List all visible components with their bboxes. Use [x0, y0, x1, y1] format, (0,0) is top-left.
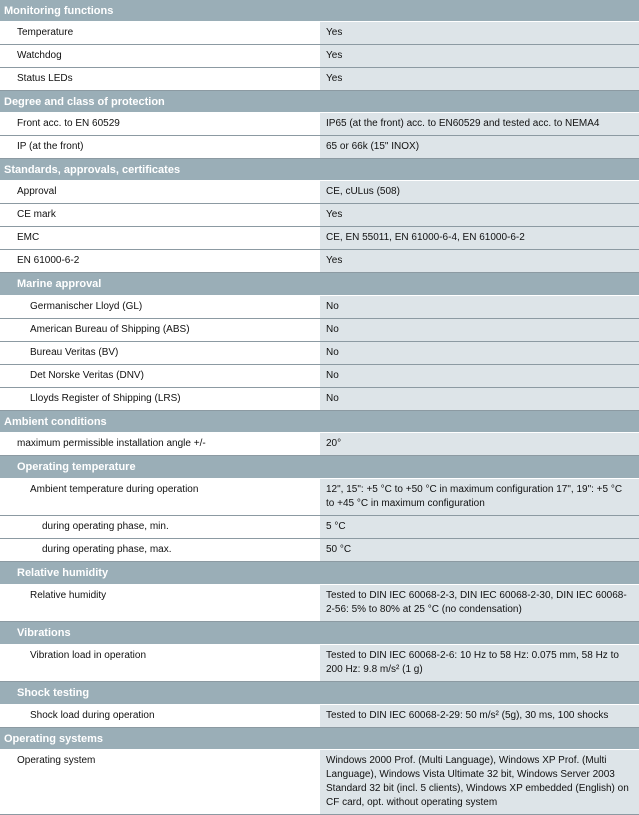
row-label: Operating system — [0, 750, 320, 814]
table-row — [0, 296, 639, 319]
table-row — [0, 388, 639, 411]
section-protection: Degree and class of protection — [0, 91, 639, 113]
table-row — [0, 365, 639, 388]
row-value: Windows 2000 Prof. (Multi Language), Windows XP Prof. (Multi Language), Windows Vista Ultimate 32 bit, Windows Server 2003 Standard 32 bit (incl. 5 clients), Windows XP embedded (English) on CF card, opt. without operating system — [320, 750, 639, 814]
row-value: IP65 (at the front) acc. to EN60529 and tested acc. to NEMA4 — [320, 113, 639, 135]
row-label: CE mark — [0, 204, 320, 226]
row-label: Germanischer Lloyd (GL) — [0, 296, 320, 318]
row-value: Tested to DIN IEC 60068-2-3, DIN IEC 60068-2-30, DIN IEC 60068-2-56: 5% to 80% at 25 °C (no condensation) — [320, 585, 639, 621]
row-value: Tested to DIN IEC 60068-2-6: 10 Hz to 58 Hz: 0.075 mm, 58 Hz to 200 Hz: 9.8 m/s² (1 g) — [320, 645, 639, 681]
table-row — [0, 204, 639, 227]
row-label: Status LEDs — [0, 68, 320, 90]
row-value: CE, EN 55011, EN 61000-6-4, EN 61000-6-2 — [320, 227, 639, 249]
table-row — [0, 319, 639, 342]
subsection-title: Shock testing — [17, 687, 90, 699]
section-standards: Standards, approvals, certificates — [0, 159, 639, 181]
row-value: No — [320, 296, 639, 318]
table-row — [0, 45, 639, 68]
table-row — [0, 181, 639, 204]
row-value: 50 °C — [320, 539, 639, 561]
table-row — [0, 68, 639, 91]
subsection-title: Relative humidity — [17, 567, 109, 579]
row-label: American Bureau of Shipping (ABS) — [0, 319, 320, 341]
row-value: No — [320, 365, 639, 387]
row-label: Temperature — [0, 22, 320, 44]
row-value: No — [320, 342, 639, 364]
subsection-shock-testing — [0, 682, 639, 705]
table-row — [0, 250, 639, 273]
table-row — [0, 342, 639, 365]
section-monitoring-functions: Monitoring functions — [0, 0, 639, 22]
row-value: 5 °C — [320, 516, 639, 538]
row-value: No — [320, 319, 639, 341]
row-label: Front acc. to EN 60529 — [0, 113, 320, 135]
subsection-vibrations — [0, 622, 639, 645]
row-label: during operating phase, min. — [0, 516, 320, 538]
table-row — [0, 433, 639, 456]
row-label: Shock load during operation — [0, 705, 320, 727]
table-row — [0, 113, 639, 136]
row-label: IP (at the front) — [0, 136, 320, 158]
subsection-operating-temperature — [0, 456, 639, 479]
table-row — [0, 645, 639, 682]
row-value: No — [320, 388, 639, 410]
row-label: Bureau Veritas (BV) — [0, 342, 320, 364]
row-value: 65 or 66k (15" INOX) — [320, 136, 639, 158]
section-ambient-conditions: Ambient conditions — [0, 411, 639, 433]
row-value: Yes — [320, 45, 639, 67]
table-row — [0, 516, 639, 539]
table-row — [0, 750, 639, 815]
row-label: Ambient temperature during operation — [0, 479, 320, 515]
table-row — [0, 227, 639, 250]
table-row — [0, 479, 639, 516]
row-label: Relative humidity — [0, 585, 320, 621]
row-value: 20° — [320, 433, 639, 455]
row-value: 12", 15": +5 °C to +50 °C in maximum configuration 17", 19": +5 °C to +45 °C in maximum configuration — [320, 479, 639, 515]
row-value: CE, cULus (508) — [320, 181, 639, 203]
table-row — [0, 539, 639, 562]
section-operating-systems: Operating systems — [0, 728, 639, 750]
row-label: EMC — [0, 227, 320, 249]
row-label: EN 61000-6-2 — [0, 250, 320, 272]
subsection-title: Operating temperature — [17, 461, 136, 473]
subsection-title: Vibrations — [17, 627, 71, 639]
subsection-marine-approval — [0, 273, 639, 296]
table-row — [0, 136, 639, 159]
subsection-title: Marine approval — [17, 278, 102, 290]
row-label: Det Norske Veritas (DNV) — [0, 365, 320, 387]
row-label: Lloyds Register of Shipping (LRS) — [0, 388, 320, 410]
row-value: Yes — [320, 204, 639, 226]
row-label: Watchdog — [0, 45, 320, 67]
row-value: Yes — [320, 68, 639, 90]
row-value: Yes — [320, 250, 639, 272]
row-value: Yes — [320, 22, 639, 44]
table-row — [0, 22, 639, 45]
row-value: Tested to DIN IEC 60068-2-29: 50 m/s² (5g), 30 ms, 100 shocks — [320, 705, 639, 727]
row-label: Approval — [0, 181, 320, 203]
row-label: maximum permissible installation angle +/- — [0, 433, 320, 455]
table-row — [0, 705, 639, 728]
row-label: Vibration load in operation — [0, 645, 320, 681]
subsection-relative-humidity — [0, 562, 639, 585]
table-row — [0, 585, 639, 622]
row-label: during operating phase, max. — [0, 539, 320, 561]
